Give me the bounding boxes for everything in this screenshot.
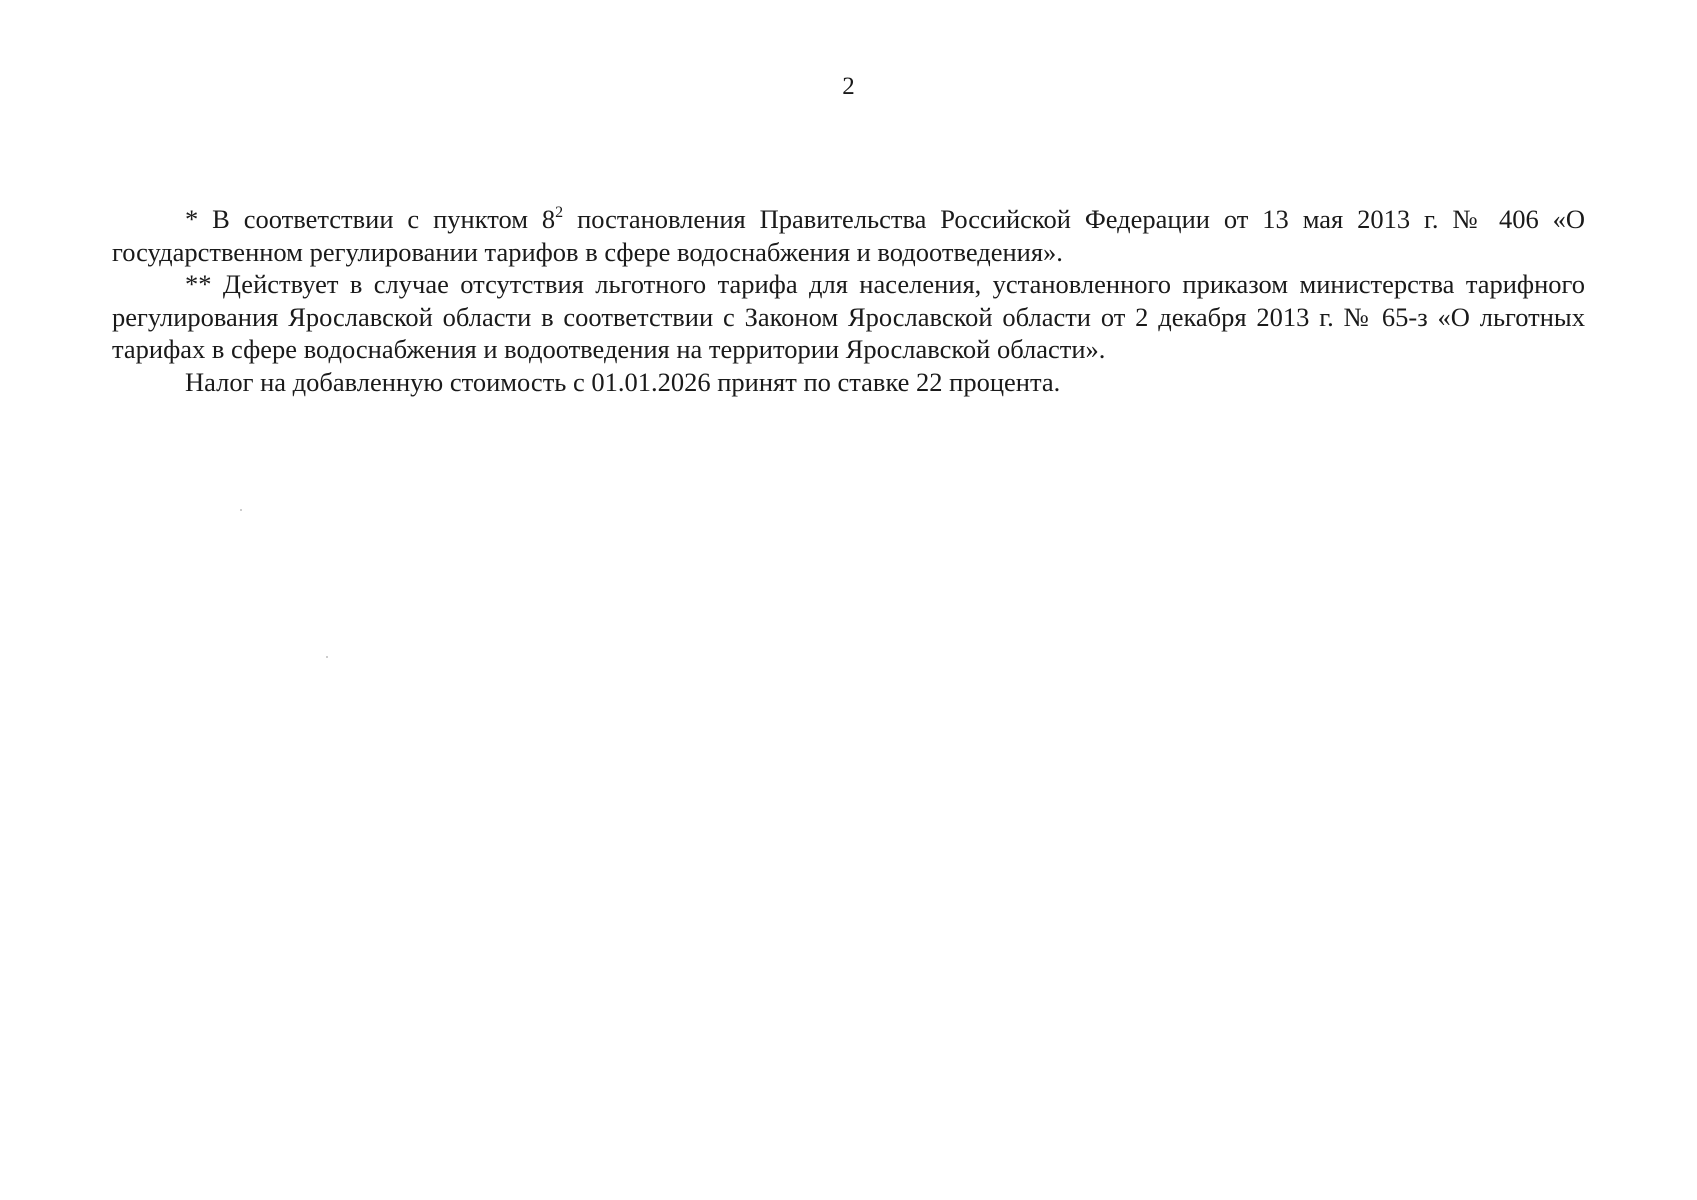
footnote-1	[112, 203, 1585, 268]
scan-speck	[240, 509, 242, 511]
footnote-2-marker: **	[185, 269, 212, 299]
vat-note: Налог на добавленную стоимость с 01.01.2026 принят по ставке 22 процента.	[185, 366, 1061, 397]
footnote-2-text: Действует в случае отсутствия льготного тарифа для населения, установленного приказом министерства тарифного регулирования Ярославской области в соответствии с Законом Ярославской области от 2 декабря 2013 г. № 65-з «О льготных тарифах в сфере водоснабжения и водоотведения на территории Ярославской области».	[112, 269, 1585, 364]
footnote-1-text: постановления Правительства Российской Федерации от 13 мая 2013 г. № 406 «О государственном регулировании тарифов в сфере водоснабжения и водоотведения».	[112, 204, 1586, 267]
footnote-1-prefix: В соответствии с пунктом 8	[212, 204, 556, 234]
scan-speck	[326, 656, 328, 658]
page-number: 2	[842, 73, 855, 100]
footnotes-block	[112, 203, 1585, 398]
footnote-1-marker: *	[185, 204, 199, 234]
footnote-2	[112, 268, 1585, 366]
footnote-1-superscript: 2	[555, 204, 564, 221]
